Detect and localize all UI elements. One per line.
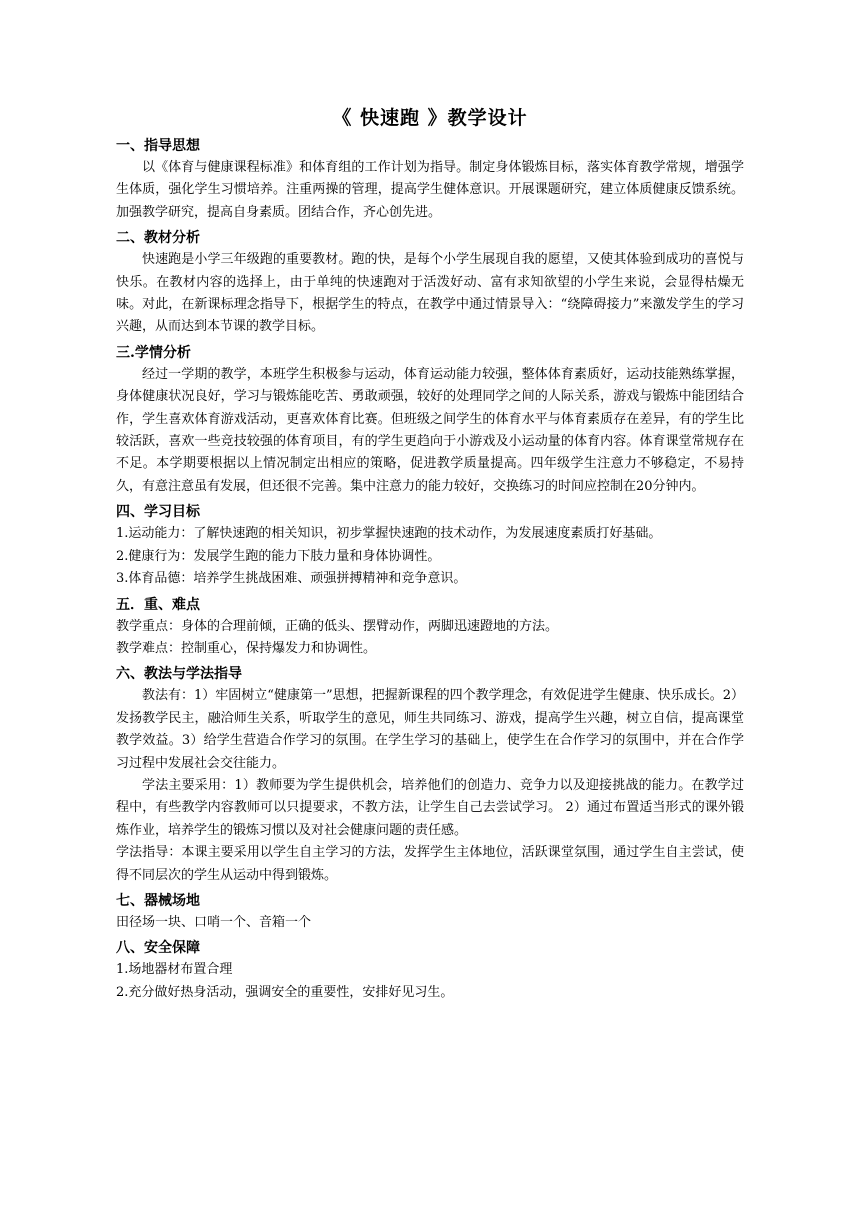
section — [116, 343, 744, 498]
paragraph: 3.体育品德：培养学生挑战困难、顽强拼搏精神和竞争意识。 — [116, 571, 467, 587]
paragraph: 学法主要采用：1）教师要为学生提供机会，培养他们的创造力、竞争力以及迎接挑战的能力。在教学过程中，有些教学内容教师可以只提要求，不教方法，让学生自己去尝试学习。 2）通过布置适当形式的课外锻炼作业，培养学生的锻炼习惯以及对社会健康问题的责任感。 — [116, 777, 744, 838]
section — [116, 136, 744, 224]
paragraph: 田径场一块、口哨一个、音箱一个 — [116, 914, 312, 930]
section — [116, 502, 744, 590]
paragraph: 教学难点：控制重心，保持爆发力和协调性。 — [116, 640, 377, 656]
section-heading: 七、器械场地 — [116, 892, 200, 909]
paragraph: 经过一学期的教学，本班学生积极参与运动，体育运动能力较强，整体体育素质好，运动技能熟练掌握，身体健康状况良好，学习与锻炼能吃苦、勇敢顽强，较好的处理同学之间的人际关系，游戏与锻炼中能团结合作，学生喜欢体育游戏活动，更喜欢体育比赛。但班级之间学生的体育水平与体育素质存在差异，有的学生比较活跃，喜欢一些竞技较强的体育项目，有的学生更趋向于小游戏及小运动量的体育内容。体育课堂常规存在不足。本学期要根据以上情况制定出相应的策略，促进教学质量提高。四年级学生注意力不够稳定，不易持久，有意注意虽有发展，但还很不完善。集中注意力的能力较好，交换练习的时间应控制在20分钟内。 — [116, 366, 744, 494]
paragraph: 以《体育与健康课程标准》和体育组的工作计划为指导。制定身体锻炼目标，落实体育教学常规，增强学生体质，强化学生习惯培养。注重两操的管理，提高学生健体意识。开展课题研究，建立体质健康反馈系统。加强教学研究，提高自身素质。团结合作，齐心创先进。 — [116, 160, 744, 220]
paragraph: 教学重点：身体的合理前倾，正确的低头、摆臂动作，两脚迅速蹬地的方法。 — [116, 618, 559, 634]
paragraph: 1.运动能力：了解快速跑的相关知识，初步掌握快速跑的技术动作，为发展速度素质打好基础。 — [116, 526, 662, 542]
paragraph: 快速跑是小学三年级跑的重要教材。跑的快，是每个小学生展现自我的愿望，又使其体验到成功的喜悦与快乐。在教材内容的选择上，由于单纯的快速跑对于活泼好动、富有求知欲望的小学生来说，会显得枯燥无味。对此，在新课标理念指导下，根据学生的特点，在教学中通过情景导入：“绕障碍接力”来激发学生的学习兴趣，从而达到本节课的教学目标。 — [116, 252, 744, 335]
document-page — [116, 104, 744, 1008]
section — [116, 228, 744, 339]
section-heading: 一、指导思想 — [116, 138, 200, 154]
paragraph: 2.健康行为：发展学生跑的能力下肢力量和身体协调性。 — [116, 548, 441, 564]
paragraph: 1.场地器材布置合理 — [116, 962, 233, 978]
section — [116, 664, 744, 887]
section-heading: 四、学习目标 — [116, 504, 200, 521]
document-body — [116, 136, 744, 1004]
paragraph: 教法有：1）牢固树立“健康第一”思想，把握新课程的四个教学理念，有效促进学生健康、快乐成长。2）发扬教学民主，融洽师生关系，听取学生的意见，师生共同练习、游戏，提高学生兴趣，树立自信，提高课堂教学效益。3）给学生营造合作学习的氛围。在学生学习的基础上，使学生在合作学习的氛围中，并在合作学习过程中发展社会交往能力。 — [116, 688, 744, 771]
paragraph: 学法指导：本课主要采用以学生自主学习的方法，发挥学生主体地位，活跃课堂氛围，通过学生自主尝试，使得不同层次的学生从运动中得到锻炼。 — [116, 845, 744, 883]
section — [116, 938, 744, 1004]
document-title: 《 快速跑 》教学设计 — [332, 107, 528, 129]
section-heading: 八、安全保障 — [116, 940, 200, 957]
paragraph: 2.充分做好热身活动，强调安全的重要性，安排好见习生。 — [116, 984, 454, 1000]
section-heading: 三.学情分析 — [116, 344, 191, 361]
section-heading: 六、教法与学法指导 — [116, 666, 242, 683]
section — [116, 595, 744, 661]
section-heading: 二、教材分析 — [116, 230, 200, 247]
section — [116, 891, 744, 934]
section-heading: 五．重、难点 — [116, 596, 200, 613]
